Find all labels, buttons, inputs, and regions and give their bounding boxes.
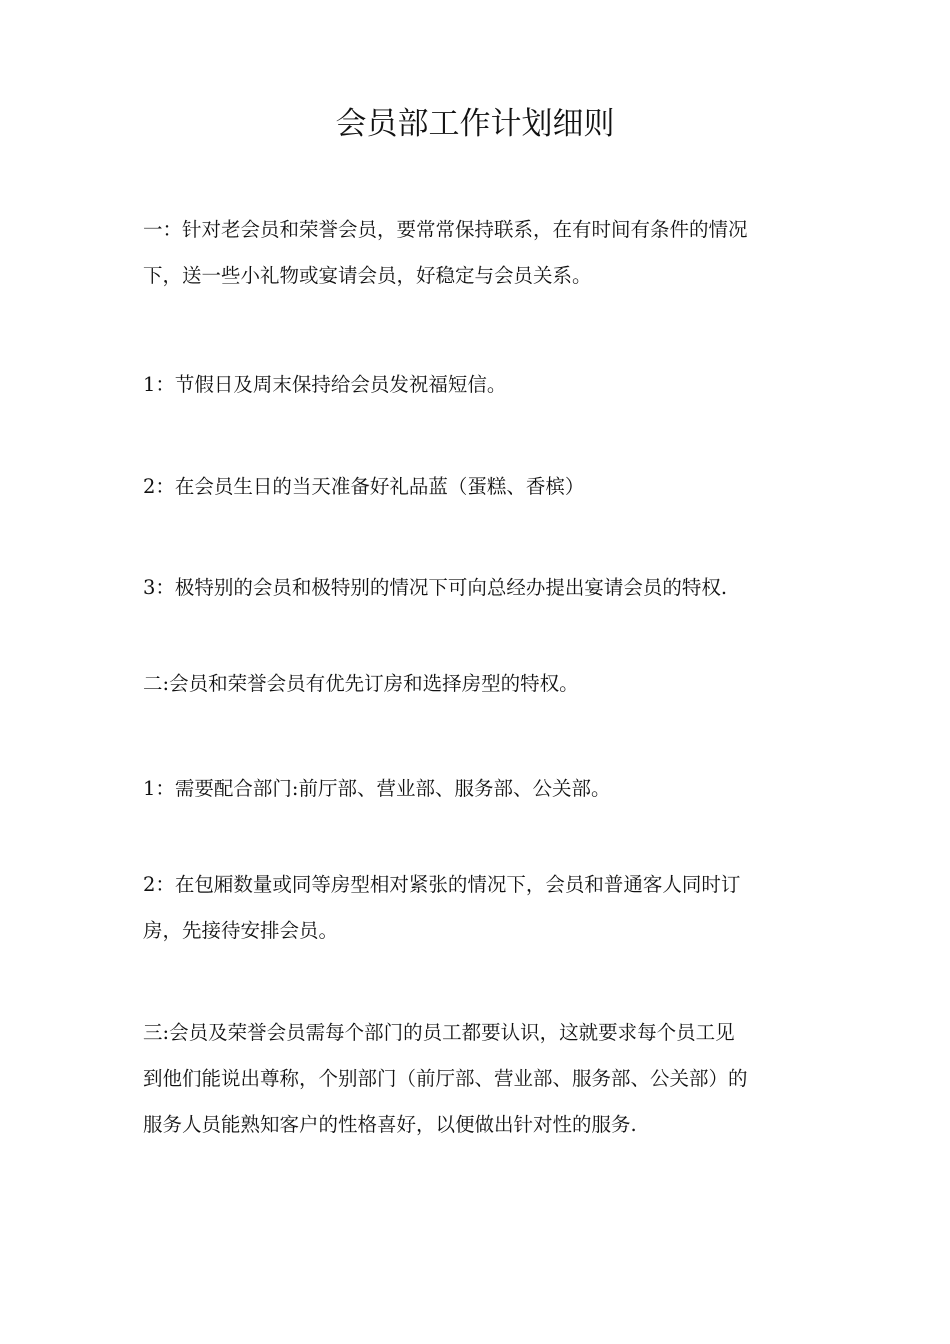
paragraph-line: 二:会员和荣誉会员有优先订房和选择房型的特权。 bbox=[143, 672, 579, 695]
paragraph-line: 1：节假日及周末保持给会员发祝福短信。 bbox=[143, 373, 507, 396]
paragraph-1 bbox=[143, 207, 807, 299]
paragraph-line: 到他们能说出尊称，个别部门（前厅部、营业部、服务部、公关部）的 bbox=[143, 1067, 748, 1090]
paragraph-4 bbox=[143, 565, 807, 611]
paragraph-2 bbox=[143, 362, 807, 408]
paragraph-3 bbox=[143, 464, 807, 510]
paragraph-6 bbox=[143, 766, 807, 812]
document-title: 会员部工作计划细则 bbox=[335, 106, 615, 142]
paragraph-line: 3：极特别的会员和极特别的情况下可向总经办提出宴请会员的特权. bbox=[143, 576, 728, 599]
paragraph-line: 下，送一些小礼物或宴请会员，好稳定与会员关系。 bbox=[143, 264, 592, 287]
paragraph-line: 2：在包厢数量或同等房型相对紧张的情况下，会员和普通客人同时订 bbox=[143, 873, 741, 896]
paragraph-5 bbox=[143, 661, 807, 707]
paragraph-line: 服务人员能熟知客户的性格喜好，以便做出针对性的服务. bbox=[143, 1113, 637, 1136]
paragraph-line: 房，先接待安排会员。 bbox=[143, 919, 339, 942]
paragraph-line: 1：需要配合部门:前厅部、营业部、服务部、公关部。 bbox=[143, 777, 611, 800]
paragraph-8 bbox=[143, 1010, 807, 1148]
paragraph-line: 一：针对老会员和荣誉会员，要常常保持联系，在有时间有条件的情况 bbox=[143, 218, 748, 241]
paragraph-line: 2：在会员生日的当天准备好礼品蓝（蛋糕、香槟） bbox=[143, 475, 585, 498]
paragraph-line: 三:会员及荣誉会员需每个部门的员工都要认识，这就要求每个员工见 bbox=[143, 1021, 735, 1044]
paragraph-7 bbox=[143, 862, 807, 954]
